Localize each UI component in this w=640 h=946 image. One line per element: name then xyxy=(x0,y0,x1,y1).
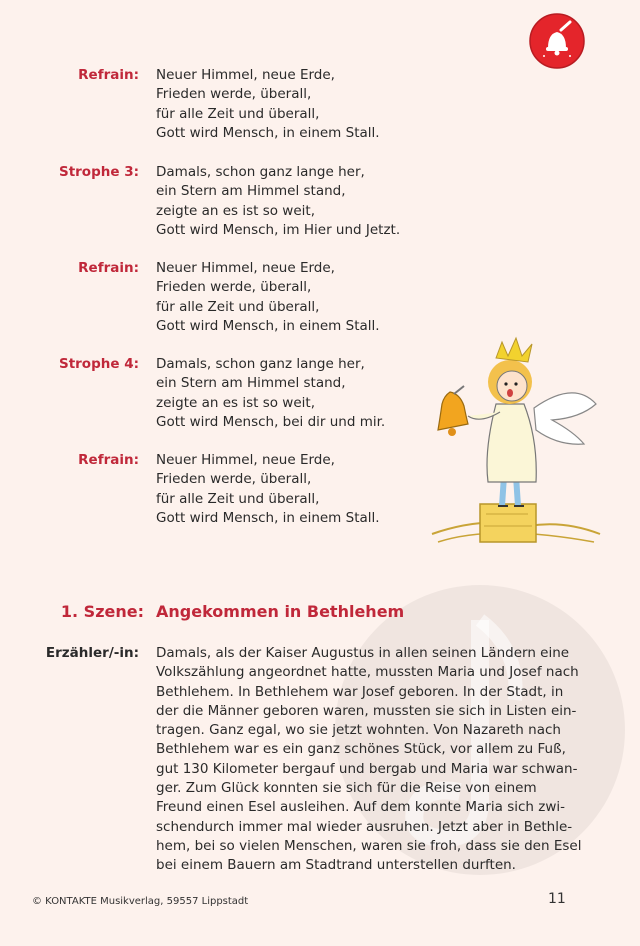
verse-line: Frieden werde, überall, xyxy=(156,471,312,488)
bell-badge-icon xyxy=(528,12,586,70)
copyright-footer: © KONTAKTE Musikverlag, 59557 Lippstadt xyxy=(32,896,249,907)
narrator-line: Freund einen Esel ausleihen. Auf dem konnte Maria sich zwi- xyxy=(156,799,566,816)
verse-label: Refrain: xyxy=(78,67,139,83)
narrator-line: hem, bei so vielen Menschen, waren sie froh, dass sie den Esel xyxy=(156,837,582,854)
verse-line: für alle Zeit und überall, xyxy=(156,105,320,122)
verse-lines xyxy=(156,259,380,336)
verse-line: Damals, schon ganz lange her, xyxy=(156,164,365,180)
verse-label: Strophe 3: xyxy=(58,164,139,180)
verse-line: für alle Zeit und überall, xyxy=(156,490,320,507)
verse-line: ein Stern am Himmel stand, xyxy=(156,183,346,200)
narrator-line: der die Männer geboren waren, mussten sie sich in Listen ein- xyxy=(156,702,577,719)
verse-lines xyxy=(156,66,380,143)
narrator-label: Erzähler/-in: xyxy=(45,645,139,661)
verse-label: Refrain: xyxy=(78,452,139,468)
narrator-line: gut 130 Kilometer bergauf und bergab und Maria war schwan- xyxy=(156,760,578,777)
verse-lines xyxy=(156,355,385,432)
verse-line: Gott wird Mensch, in einem Stall. xyxy=(156,317,380,334)
verse-line: zeigte an es ist so weit, xyxy=(156,394,315,411)
verse-line: für alle Zeit und überall, xyxy=(156,298,320,315)
verse-line: Frieden werde, überall, xyxy=(156,86,312,103)
verse-lines xyxy=(156,163,400,240)
verse-line: Damals, schon ganz lange her, xyxy=(156,356,365,372)
verse-label: Strophe 4: xyxy=(58,356,139,372)
narrator-line: Damals, als der Kaiser Augustus in allen seinen Ländern eine xyxy=(156,645,570,661)
angel-illustration xyxy=(424,320,604,552)
verse-line: Gott wird Mensch, in einem Stall. xyxy=(156,509,380,526)
verse-line: Gott wird Mensch, in einem Stall. xyxy=(156,124,380,141)
verse-line: Neuer Himmel, neue Erde, xyxy=(156,67,335,83)
narrator-line: ger. Zum Glück konnten sie sich für die Reise von einem xyxy=(156,780,537,797)
verse-line: Neuer Himmel, neue Erde, xyxy=(156,260,335,276)
verse-line: Neuer Himmel, neue Erde, xyxy=(156,452,335,468)
verse-line: ein Stern am Himmel stand, xyxy=(156,375,346,392)
verse-lines xyxy=(156,451,380,528)
scene-title: Angekommen in Bethlehem xyxy=(156,602,405,621)
narrator-text xyxy=(156,644,582,876)
verse-label: Refrain: xyxy=(78,260,139,276)
narrator-line: bei einem Bauern am Stadtrand unterstellen durften. xyxy=(156,857,516,874)
narrator-line: tragen. Ganz egal, wo sie jetzt wohnten. Von Nazareth nach xyxy=(156,722,561,739)
narrator-line: Bethlehem war es ein ganz schönes Stück, vor allem zu Fuß, xyxy=(156,741,566,758)
verse-line: Frieden werde, überall, xyxy=(156,279,312,296)
verse-line: Gott wird Mensch, bei dir und mir. xyxy=(156,413,386,430)
narrator-line: Volkszählung angeordnet hatte, mussten Maria und Josef nach xyxy=(156,664,579,681)
narrator-line: Bethlehem. In Bethlehem war Josef geboren. In der Stadt, in xyxy=(156,683,564,700)
verse-line: zeigte an es ist so weit, xyxy=(156,202,315,219)
scene-number: 1. Szene: xyxy=(60,602,144,621)
verse-line: Gott wird Mensch, im Hier und Jetzt. xyxy=(156,221,401,238)
narrator-line: schendurch immer mal wieder ausruhen. Jetzt aber in Bethle- xyxy=(156,818,573,835)
page-number: 11 xyxy=(548,891,566,907)
